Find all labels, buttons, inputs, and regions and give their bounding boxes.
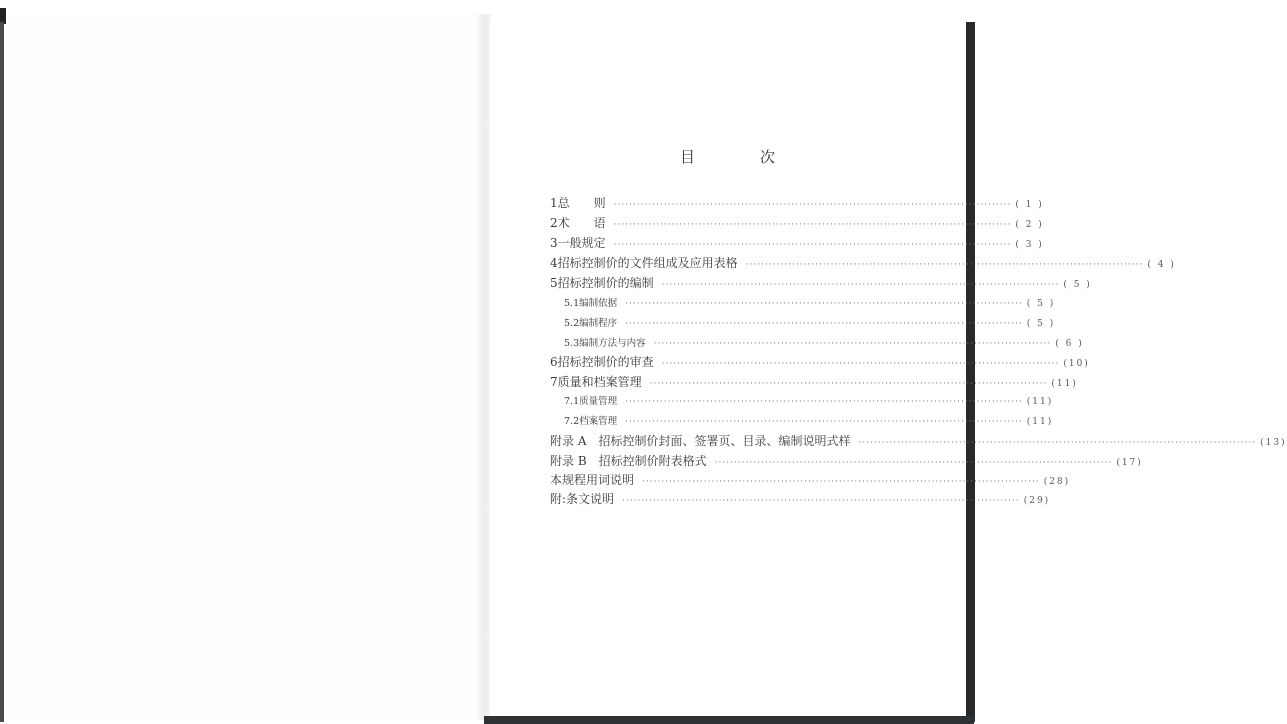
toc-entry-title: 编制程序	[579, 318, 618, 329]
toc-entry-number: 7.2	[564, 416, 580, 427]
toc-entry-page: ( 2 )	[1015, 220, 1044, 230]
toc-entry-number: 3	[550, 236, 558, 250]
toc-entry-number: 5.1	[564, 298, 580, 309]
left-page-edge	[0, 22, 4, 722]
leader-dots: ·······································································································	[714, 458, 1113, 468]
leader-dots: ·······································································································	[613, 200, 1012, 210]
toc-entry[interactable]	[550, 353, 1090, 369]
toc-title-char-1: 目	[680, 148, 697, 166]
toc-entry[interactable]	[550, 214, 1044, 230]
toc-entry-number: 4	[550, 256, 558, 270]
toc-entry-title: 编制依据	[579, 298, 618, 309]
toc-entry-number: 6	[550, 355, 558, 369]
leader-dots: ·······································································································	[642, 477, 1040, 487]
toc-entry-number: 5.3	[564, 338, 580, 349]
toc-entry-page: ( 4 )	[1147, 260, 1176, 270]
toc-entry-page: (10)	[1063, 359, 1090, 369]
toc-entry-title: 招标控制价的文件组成及应用表格	[557, 256, 738, 270]
toc-entry-title: 本规程用词说明	[550, 473, 635, 487]
leader-dots: ·······································································································	[613, 220, 1012, 230]
toc-subentry[interactable]	[550, 335, 1084, 351]
leader-dots: ·······································································································	[625, 397, 1023, 407]
toc-entry[interactable]	[550, 254, 1176, 270]
toc-entry-page: ( 5 )	[1063, 280, 1092, 290]
toc-entry-page: (11)	[1051, 379, 1078, 389]
toc-entry-page: (17)	[1116, 458, 1143, 468]
toc-entry-page: ( 5 )	[1026, 299, 1056, 309]
right-page-edge	[966, 22, 975, 722]
toc-entry-title: 附:条文说明	[550, 492, 615, 506]
toc-entry-number: 5	[550, 276, 558, 290]
toc-entry-title: 附录 B 招标控制价附表格式	[550, 454, 707, 468]
toc-subentry[interactable]	[550, 315, 1056, 331]
leader-dots: ·······································································································	[653, 339, 1052, 349]
toc-entry-title: 术 语	[557, 216, 606, 230]
leader-dots: ·······································································································	[613, 240, 1012, 250]
toc-entry-number: 5.2	[564, 318, 580, 329]
toc-entry-page: ( 5 )	[1026, 319, 1056, 329]
toc-appendix-entry[interactable]	[550, 432, 1287, 448]
toc-entry-title: 编制方法与内容	[579, 338, 646, 349]
toc-entry-page: (28)	[1043, 477, 1071, 487]
toc-entry[interactable]	[550, 194, 1044, 210]
toc-entry-page: ( 6 )	[1055, 339, 1084, 349]
toc-entry-number: 1	[550, 196, 558, 210]
toc-entry[interactable]	[550, 274, 1092, 290]
toc-title-char-2: 次	[759, 148, 776, 166]
toc-entry-number: 7	[550, 375, 558, 389]
toc-entry-title: 总 则	[557, 196, 606, 210]
leader-dots: ·······································································································	[625, 299, 1023, 309]
leader-dots: ·······································································································	[622, 496, 1020, 506]
toc-appendix-entry[interactable]	[550, 490, 1051, 506]
toc-entry-page: (11)	[1026, 397, 1054, 407]
leader-dots: ·······································································································	[625, 319, 1023, 329]
left-blank-page	[0, 14, 484, 720]
toc-entry-number: 2	[550, 216, 558, 230]
toc-subentry[interactable]	[550, 413, 1054, 429]
leader-dots: ·······································································································	[745, 260, 1144, 270]
toc-subentry[interactable]	[550, 295, 1056, 311]
toc-entry-title: 质量和档案管理	[557, 375, 642, 389]
toc-subentry[interactable]	[550, 393, 1054, 409]
toc-entry-title: 招标控制价的审查	[557, 355, 654, 369]
leader-dots: ·······································································································	[858, 438, 1257, 448]
toc-entry-page: ( 1 )	[1015, 200, 1044, 210]
toc-entry-page: (11)	[1026, 417, 1054, 427]
toc-entry-title: 质量管理	[579, 396, 618, 407]
toc-entry[interactable]	[550, 373, 1078, 389]
toc-entry-page: ( 3 )	[1015, 240, 1044, 250]
leader-dots: ·······································································································	[661, 280, 1060, 290]
toc-entry-title: 附录 A 招标控制价封面、签署页、目录、编制说明式样	[550, 434, 851, 448]
toc-entry-page: (29)	[1023, 496, 1051, 506]
toc-entry-title: 一般规定	[557, 236, 606, 250]
leader-dots: ·······································································································	[625, 417, 1023, 427]
toc-entry-page: (13)	[1260, 438, 1287, 448]
toc-appendix-entry[interactable]	[550, 452, 1143, 468]
bottom-page-edge	[484, 716, 974, 724]
leader-dots: ·······································································································	[649, 379, 1048, 389]
toc-title	[680, 146, 776, 167]
toc-entry-title: 档案管理	[579, 416, 618, 427]
leader-dots: ·······································································································	[661, 359, 1060, 369]
toc-appendix-entry[interactable]	[550, 471, 1071, 487]
toc-entry-number: 7.1	[564, 396, 580, 407]
toc-entry[interactable]	[550, 234, 1044, 250]
toc-entry-title: 招标控制价的编制	[557, 276, 654, 290]
